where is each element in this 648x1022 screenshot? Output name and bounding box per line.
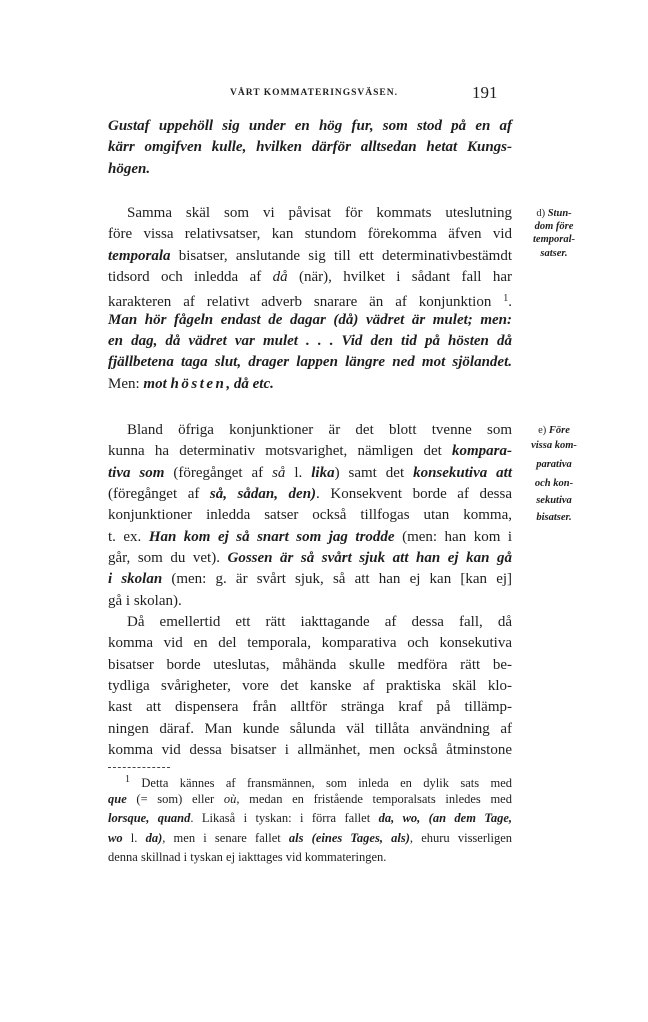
emphasis-text: en dag, då vädret var mulet . . . Vid den tid på hösten då (108, 332, 512, 349)
text-line (108, 374, 512, 395)
text-run: denna skillnad i tyskan ej iakttages vid kommateringen. (108, 850, 387, 864)
text-run: (föregånget af (164, 464, 273, 481)
text-run: Bland öfriga konjunktioner är det blott tvenne som (127, 422, 512, 438)
text-run: (men: g. är svårt sjuk, så att han ej kan [kan ej] (162, 571, 513, 588)
margin-note-text: satser. (540, 248, 568, 259)
text-run: , ehuru visserligen (409, 830, 513, 845)
emphasis-text: konsekutiva att (413, 464, 513, 481)
text-run: t. ex. (108, 528, 149, 545)
emphasis-text: , då etc. (226, 375, 274, 392)
text-run: l. (285, 464, 312, 481)
text-line (108, 505, 512, 526)
text-run: , medan en fristående temporalsats inledes med (236, 791, 512, 806)
text-run: ningen däraf. Man kunde sålunda väl tillåta användning af (108, 720, 512, 737)
emphasis-text: wo (108, 830, 123, 845)
text-line (108, 484, 512, 505)
emphasis-text: kärr omgifven kulle, hvilken därför alltsedan hetat Kungs- (108, 139, 512, 156)
text-line (127, 420, 512, 441)
emphasis-text: lorsque, quand (108, 811, 191, 825)
text-run: Samma skäl som vi påvisat för kommats uteslutning (127, 205, 512, 221)
text-run: (= som) eller (126, 791, 224, 806)
footnote-marker: 1 (503, 293, 509, 305)
emphasis-text: temporala (108, 247, 171, 264)
text-line (108, 352, 512, 373)
text-run: Men: (108, 375, 144, 392)
emphasis-text: da) (145, 830, 163, 845)
text-line (108, 655, 512, 676)
text-line (108, 633, 512, 654)
footnote-line (108, 790, 512, 809)
text-line (108, 246, 512, 267)
emphasis-text: lika (311, 464, 335, 481)
footnote-marker: 1 (125, 774, 130, 785)
emphasis-text: hösten (170, 375, 227, 392)
footnote-divider (108, 767, 170, 768)
text-run: (men: han kom i (394, 528, 513, 545)
margin-note-label: e) (538, 425, 547, 436)
margin-note-text: sekutiva (536, 495, 572, 506)
footnote-line (108, 809, 512, 828)
emphasis-text: så, sådan, den) (209, 485, 317, 502)
text-line (127, 203, 512, 224)
text-run: . (508, 294, 512, 311)
margin-note-text: Före (548, 425, 570, 436)
emphasis-text: Man hör fågeln endast de dagar (då) vädret är mulet; men: (108, 311, 512, 328)
text-run: bisatser, anslutande sig till ett determinativbestämdt (170, 247, 512, 264)
margin-note-text: bisatser. (536, 512, 572, 523)
margin-note-label: d) (536, 208, 546, 219)
text-line (108, 331, 512, 352)
text-line (108, 527, 512, 548)
text-run: . Likaså i tyskan: i förra fallet (190, 811, 379, 825)
emphasis-text: då (272, 268, 288, 285)
emphasis-text: mot (143, 375, 171, 392)
text-run: karakteren af relativt adverb snarare än af konjunktion (108, 294, 504, 311)
text-line (108, 740, 512, 761)
text-line (108, 159, 512, 180)
emphasis-text: så (272, 464, 286, 481)
text-line (108, 463, 512, 484)
margin-note-text: Stun- (547, 208, 572, 219)
emphasis-text: i skolan (108, 571, 163, 588)
text-run: , men i senare fallet (162, 830, 289, 845)
text-run: komma vid en del temporala, komparativa och konsekutiva (108, 635, 512, 652)
emphasis-text: Gustaf uppehöll sig under en hög fur, som stod på en af (108, 118, 512, 134)
text-line (108, 676, 512, 697)
text-line (108, 224, 512, 245)
footnote-line (108, 829, 512, 848)
footnote-line (125, 770, 512, 789)
text-line (108, 548, 512, 569)
text-run: kunna ha determinativ motsvarighet, nämligen det (108, 443, 452, 460)
emphasis-text: fjällbetena taga slut, drager lappen längre ned mot sjölandet. (108, 354, 512, 371)
text-run: (när), hvilket i sådant fall har (287, 268, 512, 285)
text-run: gå i skolan). (108, 592, 182, 609)
emphasis-text: où (223, 791, 237, 806)
text-run: går, som du vet). (108, 549, 228, 566)
text-line (108, 116, 512, 137)
emphasis-text: Gossen är så svårt sjuk att han ej kan gå (227, 549, 512, 566)
margin-note-text: dom före (534, 221, 574, 232)
emphasis-text: högen. (108, 160, 151, 177)
margin-note-text: och kon- (534, 478, 574, 489)
text-run: komma vid dessa bisatser i allmänhet, men också åtminstone (108, 741, 512, 758)
margin-note-text: temporal- (533, 234, 575, 245)
text-line (108, 697, 512, 718)
text-run: kast att dispensera från alltför stränga kraf på tillämp- (108, 699, 512, 716)
emphasis-text: kompara- (452, 443, 512, 460)
footnote-line (108, 848, 512, 867)
text-line (108, 310, 512, 331)
emphasis-text: Han kom ej så snart som jag trodde (148, 528, 395, 545)
text-line (108, 267, 512, 288)
text-run: tydliga svårigheter, vore det kanske af praktiska skäl klo- (108, 677, 512, 694)
text-run: bisatser borde uteslutas, måhända skulle medföra rätt be- (108, 656, 512, 673)
text-run: Då emellertid ett rätt iakttagande af dessa fall, då (127, 614, 512, 630)
text-run: . Konsekvent borde af dessa (316, 485, 512, 502)
margin-note-text: parativa (536, 459, 572, 470)
text-run: tidsord och inledda af (108, 268, 273, 285)
text-run: l. (122, 830, 146, 845)
text-line (108, 441, 512, 462)
text-line (108, 137, 512, 158)
page-number: 191 (472, 83, 498, 102)
text-line (127, 612, 512, 633)
emphasis-text: da, wo, (an dem Tage, (378, 811, 512, 825)
text-line (108, 719, 512, 740)
text-run: före vissa relativsatser, kan stundom förekomma äfven vid (108, 226, 512, 243)
margin-note-heading (516, 207, 592, 220)
text-line (108, 569, 512, 590)
text-run: ) samt det (334, 464, 414, 481)
margin-note-text: vissa kom- (531, 440, 577, 451)
text-line (108, 591, 512, 612)
text-run: Detta kännes af fransmännen, som inleda en dylik sats med (130, 776, 512, 790)
text-line (108, 288, 512, 309)
margin-note-heading (516, 424, 592, 437)
emphasis-text: que (108, 791, 127, 806)
text-run: (föregånget af (108, 485, 210, 502)
emphasis-text: als (eines Tages, als) (288, 830, 410, 845)
emphasis-text: tiva som (108, 464, 165, 481)
text-run: konjunktioner inledda satser också tillfogas utan komma, (108, 507, 512, 524)
running-title: VÅRT KOMMATERINGSVÄSEN. (230, 88, 398, 98)
